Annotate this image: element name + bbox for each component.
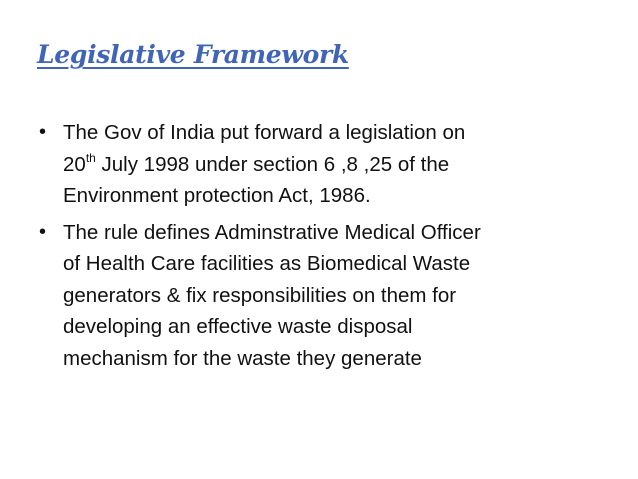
bullet-dot-icon: •	[39, 121, 47, 143]
date-day: 20	[63, 152, 86, 176]
bullet-line: The rule defines Adminstrative Medical Officer	[63, 220, 481, 244]
bullet-line: developing an effective waste disposal	[63, 315, 413, 338]
bullet-item	[39, 217, 624, 375]
bullet-line: of Health Care facilities as Biomedical Waste	[63, 252, 471, 275]
bullet-line: generators & fix responsibilities on them for	[63, 283, 457, 307]
bullet-line: The Gov of India put forward a legislation on	[63, 121, 466, 144]
slide-title: Legislative Framework	[37, 40, 349, 69]
bullet-line: Environment protection Act, 1986.	[63, 184, 371, 207]
bullet-line	[63, 149, 624, 181]
bullet-list	[39, 117, 624, 379]
bullet-line: mechanism for the waste they generate	[63, 346, 422, 370]
date-ordinal-suffix: th	[85, 150, 96, 165]
bullet-item	[39, 117, 624, 212]
bullet-dot-icon: •	[39, 220, 47, 243]
bullet-line-rest: July 1998 under section 6 ,8 ,25 of the	[95, 152, 450, 176]
